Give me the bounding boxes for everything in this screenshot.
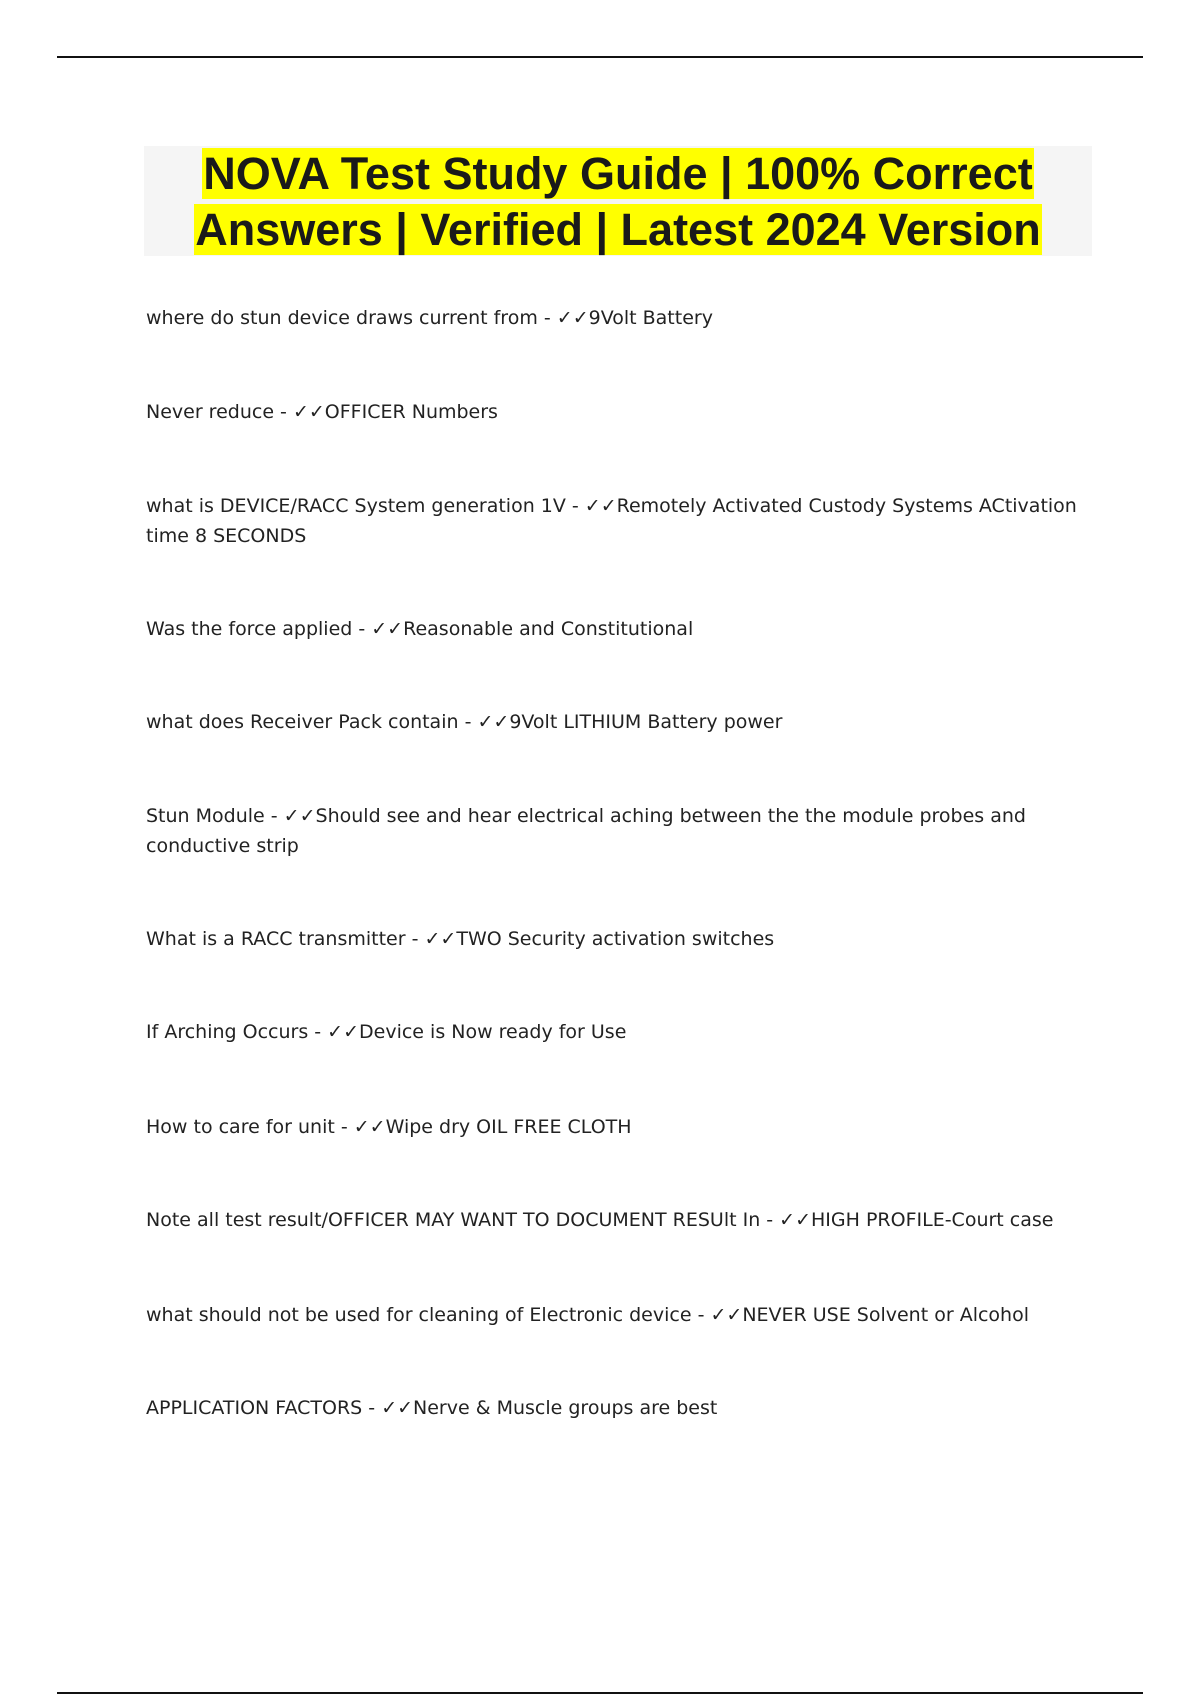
title-line-1-text: NOVA Test Study Guide | 100% Correct xyxy=(203,148,1033,199)
qa-separator: - xyxy=(352,618,372,640)
double-check-icon: ✓✓ xyxy=(477,711,510,733)
qa-question: Was the force applied xyxy=(146,618,353,640)
double-check-icon: ✓✓ xyxy=(292,401,325,423)
qa-question: what does Receiver Pack contain xyxy=(146,711,459,733)
qa-answer: Nerve & Muscle groups are best xyxy=(413,1397,718,1419)
bottom-divider xyxy=(57,1692,1143,1694)
double-check-icon: ✓✓ xyxy=(584,495,617,517)
qa-separator: - xyxy=(274,401,293,423)
qa-answer: 9Volt Battery xyxy=(588,307,713,329)
qa-question: where do stun device draws current from xyxy=(146,307,538,329)
double-check-icon: ✓✓ xyxy=(556,307,589,329)
title-line-1 xyxy=(144,146,1092,202)
title-line-2-text: Answers | Verified | Latest 2024 Version xyxy=(195,204,1041,255)
qa-item xyxy=(146,1112,1086,1142)
qa-question: Stun Module xyxy=(146,805,265,827)
qa-separator: - xyxy=(565,495,585,517)
qa-answer: Reasonable and Constitutional xyxy=(403,618,694,640)
qa-question: Note all test result/OFFICER MAY WANT TO DOCUMENT RESUlt In xyxy=(146,1209,761,1231)
qa-separator: - xyxy=(691,1304,711,1326)
qa-item xyxy=(146,707,1086,737)
double-check-icon: ✓✓ xyxy=(710,1304,743,1326)
qa-separator: - xyxy=(405,928,425,950)
qa-separator: - xyxy=(264,805,284,827)
qa-answer: Device is Now ready for Use xyxy=(359,1021,627,1043)
qa-item xyxy=(146,1017,1086,1047)
qa-question: what is DEVICE/RACC System generation 1V xyxy=(146,495,566,517)
qa-answer: Remotely Activated Custody Systems ACtivation time 8 SECONDS xyxy=(146,495,1077,547)
qa-separator: - xyxy=(537,307,557,329)
qa-question: what should not be used for cleaning of Electronic device xyxy=(146,1304,692,1326)
title-line-2 xyxy=(144,202,1092,258)
qa-answer: HIGH PROFILE-Court case xyxy=(811,1209,1054,1231)
double-check-icon: ✓✓ xyxy=(381,1397,414,1419)
qa-separator: - xyxy=(362,1397,382,1419)
qa-item xyxy=(146,303,1086,333)
qa-answer: 9Volt LITHIUM Battery power xyxy=(509,711,783,733)
double-check-icon: ✓✓ xyxy=(424,928,457,950)
qa-answer: NEVER USE Solvent or Alcohol xyxy=(742,1304,1029,1326)
double-check-icon: ✓✓ xyxy=(327,1021,360,1043)
qa-item xyxy=(146,397,1086,427)
qa-answer: TWO Security activation switches xyxy=(456,928,775,950)
qa-separator: - xyxy=(458,711,478,733)
qa-item xyxy=(146,1393,1086,1423)
qa-item xyxy=(146,801,1086,861)
double-check-icon: ✓✓ xyxy=(779,1209,812,1231)
document-title xyxy=(144,146,1092,256)
qa-item xyxy=(146,1205,1086,1235)
qa-answer: OFFICER Numbers xyxy=(324,401,498,423)
double-check-icon: ✓✓ xyxy=(283,805,316,827)
qa-item xyxy=(146,924,1086,954)
qa-answer: Should see and hear electrical aching between the the module probes and conductive strip xyxy=(146,805,1026,857)
qa-question: How to care for unit xyxy=(146,1116,335,1138)
qa-item xyxy=(146,491,1086,551)
top-divider xyxy=(57,56,1143,58)
qa-question: What is a RACC transmitter xyxy=(146,928,406,950)
qa-separator: - xyxy=(760,1209,780,1231)
qa-separator: - xyxy=(334,1116,354,1138)
qa-item xyxy=(146,614,1086,644)
qa-question: APPLICATION FACTORS xyxy=(146,1397,363,1419)
qa-item xyxy=(146,1300,1086,1330)
qa-separator: - xyxy=(308,1021,328,1043)
qa-question: If Arching Occurs xyxy=(146,1021,309,1043)
double-check-icon: ✓✓ xyxy=(371,618,404,640)
qa-answer: Wipe dry OIL FREE CLOTH xyxy=(385,1116,632,1138)
qa-question: Never reduce xyxy=(146,401,275,423)
double-check-icon: ✓✓ xyxy=(353,1116,386,1138)
